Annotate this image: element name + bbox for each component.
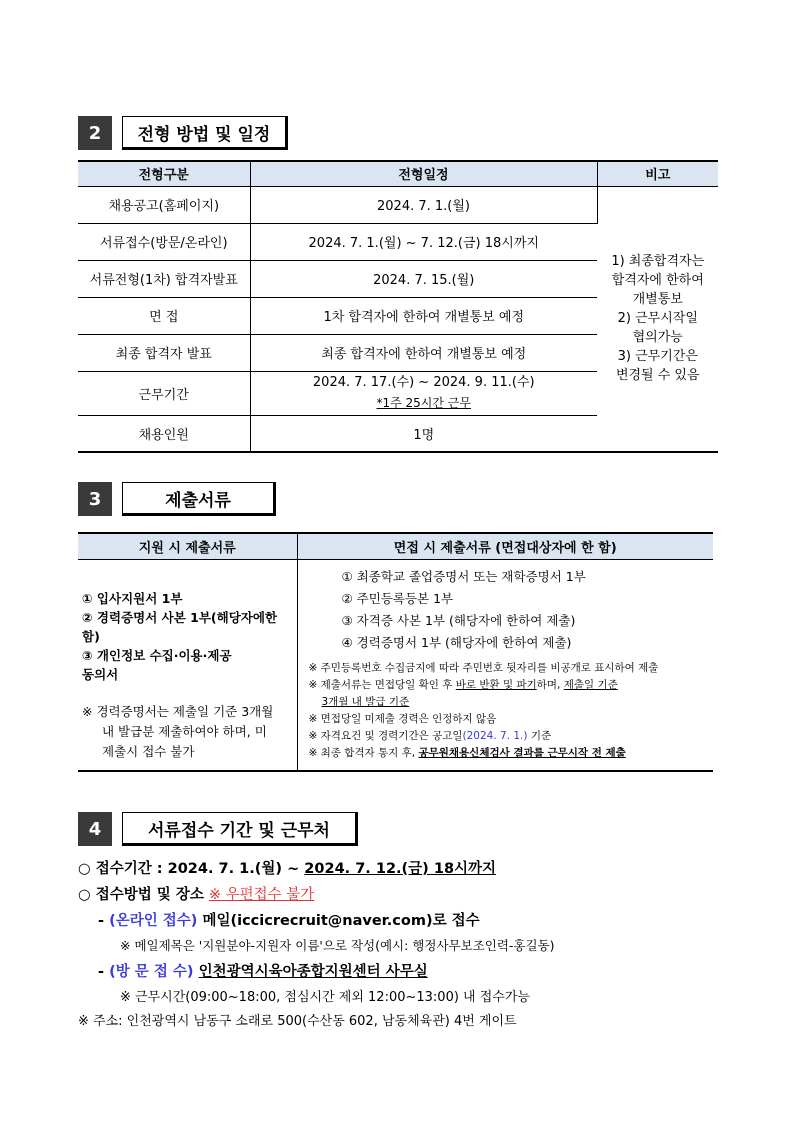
remark-line: 2) 근무시작일 xyxy=(617,311,698,327)
row-value: 1명 xyxy=(250,415,597,452)
interview-docs-cell xyxy=(297,559,713,771)
row-label: 근무기간 xyxy=(78,371,250,415)
remark-line: 합격자에 한하여 xyxy=(611,273,704,289)
visit-reception: - (방 문 접 수) 인천광역시육아종합지원센터 사무실 xyxy=(98,964,428,980)
note-line: ※ 제출서류는 면접당일 확인 후 바로 반환 및 파기하며, 제출일 기준 xyxy=(308,678,618,691)
list-item: ③ 개인정보 수집·이용·제공 xyxy=(82,647,232,663)
list-item: ④ 경력증명서 1부 (해당자에 한하여 제출) xyxy=(341,634,572,650)
section-number: 3 xyxy=(78,482,112,516)
table-header: 지원 시 제출서류 xyxy=(78,533,297,559)
list-item: ① 최종학교 졸업증명서 또는 재학증명서 1부 xyxy=(341,568,586,584)
row-label: 서류접수(방문/온라인) xyxy=(78,223,250,260)
section-number: 4 xyxy=(78,812,112,846)
section-2-header xyxy=(78,116,288,150)
apply-docs-cell xyxy=(78,559,297,771)
row-label: 채용인원 xyxy=(78,415,250,452)
remark-line: 1) 최종합격자는 xyxy=(611,254,705,270)
documents-table xyxy=(78,532,713,772)
section-title: 전형 방법 및 일정 xyxy=(122,116,288,150)
list-item: ② 주민등록등본 1부 xyxy=(341,590,454,606)
note-line: ※ 주민등록번호 수집금지에 따라 주민번호 뒷자리를 비공개로 표시하여 제출 xyxy=(308,661,659,674)
table-header: 비고 xyxy=(597,161,718,186)
row-value xyxy=(250,371,597,415)
note-line: 3개월 내 발급 기준 xyxy=(321,695,410,708)
work-hours-note: ※ 근무시간(09:00~18:00, 점심시간 제외 12:00~13:00) 내 접수가능 xyxy=(120,990,530,1005)
row-label: 최종 합격자 발표 xyxy=(78,334,250,371)
reception-period: ○ 접수기간 : 2024. 7. 1.(월) ~ 2024. 7. 12.(금) 18시까지 xyxy=(78,861,497,877)
table-header: 면접 시 제출서류 (면접대상자에 한 함) xyxy=(297,533,713,559)
row-label: 서류전형(1차) 합격자발표 xyxy=(78,260,250,297)
row-value: 2024. 7. 1.(월) ~ 7. 12.(금) 18시까지 xyxy=(250,223,597,260)
row-value: 최종 합격자에 한하여 개별통보 예정 xyxy=(250,334,597,371)
reception-method: ○ 접수방법 및 장소 ※ 우편접수 불가 xyxy=(78,887,315,903)
list-item: 동의서 xyxy=(82,666,119,682)
schedule-table xyxy=(78,160,718,453)
list-item: ② 경력증명서 사본 1부(해당자에한함) xyxy=(82,609,278,644)
online-reception: - (온라인 접수) 메일(iccicrecruit@naver.com)로 접수 xyxy=(98,913,480,929)
email-subject-note: ※ 메일제목은 '지원분야-지원자 이름'으로 작성(예시: 행정사무보조인력-홍길동) xyxy=(120,938,555,953)
section-number: 2 xyxy=(78,116,112,150)
list-item: ③ 자격증 사본 1부 (해당자에 한하여 제출) xyxy=(341,612,576,628)
section-title: 서류접수 기간 및 근무처 xyxy=(122,812,358,846)
row-value: 1차 합격자에 한하여 개별통보 예정 xyxy=(250,297,597,334)
note-line: 내 발급분 제출하여야 하며, 미 xyxy=(102,723,267,739)
row-label: 면 접 xyxy=(78,297,250,334)
remark-line: 변경될 수 있음 xyxy=(615,368,700,384)
remark-line: 개별통보 xyxy=(632,292,683,308)
section-3-header xyxy=(78,482,276,516)
remarks-cell xyxy=(597,186,718,452)
row-label: 채용공고(홈페이지) xyxy=(78,186,250,223)
table-header: 전형일정 xyxy=(250,161,597,186)
period-note: *1주 25시간 근무 xyxy=(376,396,471,410)
note-line: ※ 자격요건 및 경력기간은 공고일(2024. 7. 1.) 기준 xyxy=(308,729,552,742)
section-title: 제출서류 xyxy=(122,482,276,516)
remark-line: 협의가능 xyxy=(632,330,683,346)
list-item: ① 입사지원서 1부 xyxy=(82,590,183,606)
row-value: 2024. 7. 1.(월) xyxy=(250,186,597,223)
note-line: ※ 최종 합격자 통지 후, 공무원채용신체검사 결과를 근무시작 전 제출 xyxy=(308,746,626,759)
row-value: 2024. 7. 15.(월) xyxy=(250,260,597,297)
remark-line: 3) 근무기간은 xyxy=(617,349,698,365)
table-header: 전형구분 xyxy=(78,161,250,186)
section-4-header xyxy=(78,812,358,846)
address-note: ※ 주소: 인천광역시 남동구 소래로 500(수산동 602, 남동체육관) 4번 게이트 xyxy=(78,1014,517,1029)
note-line: 제출시 접수 불가 xyxy=(102,743,195,759)
note-line: ※ 경력증명서는 제출일 기준 3개월 xyxy=(82,703,274,719)
note-line: ※ 면접당일 미제출 경력은 인정하지 않음 xyxy=(308,712,497,725)
period-value: 2024. 7. 17.(수) ~ 2024. 9. 11.(수) xyxy=(312,375,535,390)
